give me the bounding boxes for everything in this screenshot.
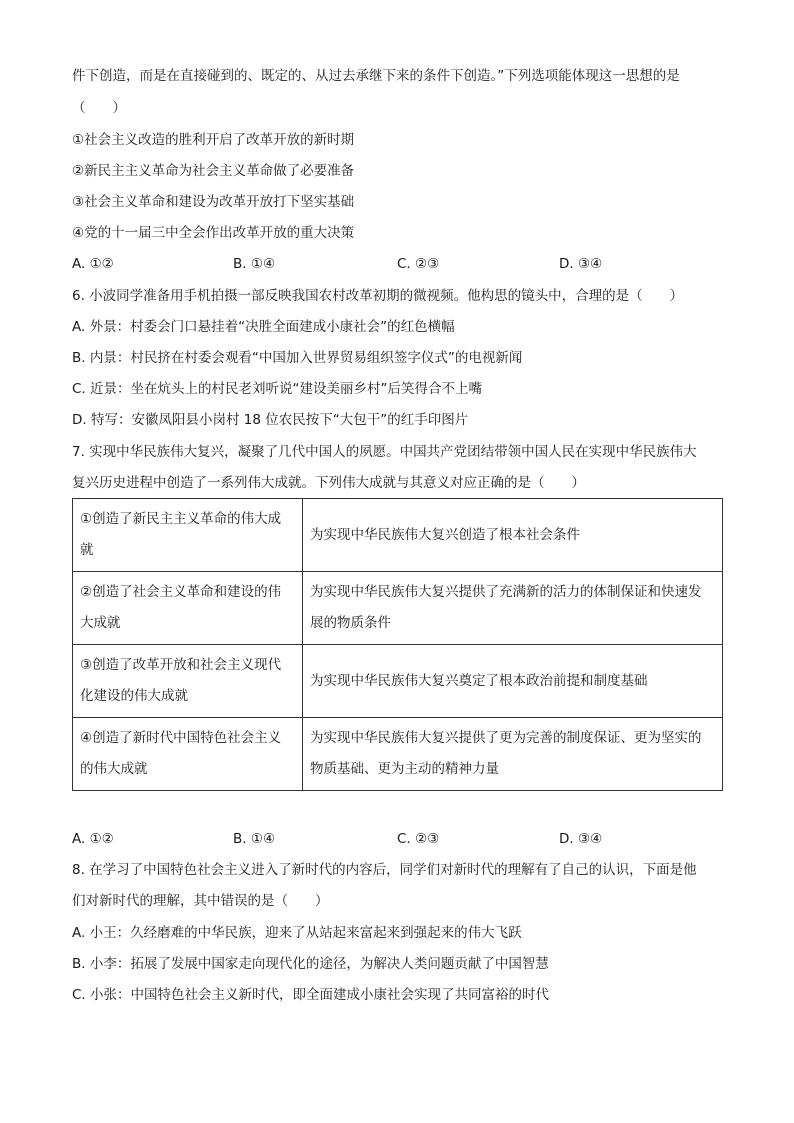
- intro-line-1: 件下创造，而是在直接碰到的、既定的、从过去承继下来的条件下创造。”下列选项能体现这一思想的是: [72, 68, 680, 84]
- q5-option-1: ①社会主义改造的胜利开启了改革开放的新时期: [72, 132, 355, 148]
- q5-choice-c: C. ②③: [397, 256, 440, 272]
- q7-meaning-2: 为实现中华民族伟大复兴提供了充满新的活力的体制保证和快速发展的物质条件: [303, 572, 723, 645]
- q7-choice-a: A. ①②: [72, 831, 114, 847]
- q8-option-a: A. 小王：久经磨难的中华民族，迎来了从站起来富起来到强起来的伟大飞跃: [72, 925, 522, 941]
- table-row: [73, 499, 723, 572]
- q7-meaning-3: 为实现中华民族伟大复兴奠定了根本政治前提和制度基础: [303, 645, 723, 718]
- q7-achievement-3: ③创造了改革开放和社会主义现代化建设的伟大成就: [73, 645, 303, 718]
- q7-choice-b: B. ①④: [233, 831, 276, 847]
- q8-option-b: B. 小李：拓展了发展中国家走向现代化的途径，为解决人类问题贡献了中国智慧: [72, 956, 549, 972]
- q8-stem-line-1: 8. 在学习了中国特色社会主义进入了新时代的内容后，同学们对新时代的理解有了自己的认识，下面是他: [72, 862, 697, 878]
- q6-option-d: D. 特写：安徽凤阳县小岗村 18 位农民按下“大包干”的红手印图片: [72, 412, 469, 428]
- q8-option-c: C. 小张：中国特色社会主义新时代，即全面建成小康社会实现了共同富裕的时代: [72, 987, 550, 1003]
- q6-option-b: B. 内景：村民挤在村委会观看“中国加入世界贸易组织签字仪式”的电视新闻: [72, 350, 523, 366]
- q5-choices: [72, 254, 724, 274]
- q7-choice-c: C. ②③: [397, 831, 440, 847]
- q5-option-3: ③社会主义革命和建设为改革开放打下坚实基础: [72, 194, 355, 210]
- q7-stem-line-2: 复兴历史进程中创造了一系列伟大成就。下列伟大成就与其意义对应正确的是（ ）: [72, 475, 585, 491]
- q8-stem-line-2: 们对新时代的理解，其中错误的是（ ）: [72, 893, 329, 909]
- table-row: [73, 718, 723, 791]
- table-row: [73, 572, 723, 645]
- q6-option-c: C. 近景：坐在炕头上的村民老刘听说“建设美丽乡村”后笑得合不上嘴: [72, 381, 482, 397]
- q7-achievement-2: ②创造了社会主义革命和建设的伟大成就: [73, 572, 303, 645]
- q7-choices: [72, 829, 724, 849]
- table-row: [73, 645, 723, 718]
- q5-option-2: ②新民主主义革命为社会主义革命做了必要准备: [72, 163, 355, 179]
- intro-line-2: （ ）: [72, 100, 126, 116]
- q7-choice-d: D. ③④: [559, 831, 603, 847]
- q7-table: [72, 498, 723, 791]
- q7-meaning-4: 为实现中华民族伟大复兴提供了更为完善的制度保证、更为坚实的物质基础、更为主动的精神力量: [303, 718, 723, 791]
- q5-option-4: ④党的十一届三中全会作出改革开放的重大决策: [72, 225, 355, 241]
- q6-stem: 6. 小波同学准备用手机拍摄一部反映我国农村改革初期的微视频。他构思的镜头中，合理的是（ ）: [72, 288, 684, 304]
- q5-choice-a: A. ①②: [72, 256, 114, 272]
- q7-achievement-1: ①创造了新民主主义革命的伟大成就: [73, 499, 303, 572]
- q7-achievement-4: ④创造了新时代中国特色社会主义的伟大成就: [73, 718, 303, 791]
- q7-meaning-1: 为实现中华民族伟大复兴创造了根本社会条件: [303, 499, 723, 572]
- q7-stem-line-1: 7. 实现中华民族伟大复兴，凝聚了几代中国人的夙愿。中国共产党团结带领中国人民在实现中华民族伟大: [72, 444, 697, 460]
- q5-choice-b: B. ①④: [233, 256, 276, 272]
- q6-option-a: A. 外景：村委会门口悬挂着“决胜全面建成小康社会”的红色横幅: [72, 319, 455, 335]
- q5-choice-d: D. ③④: [559, 256, 603, 272]
